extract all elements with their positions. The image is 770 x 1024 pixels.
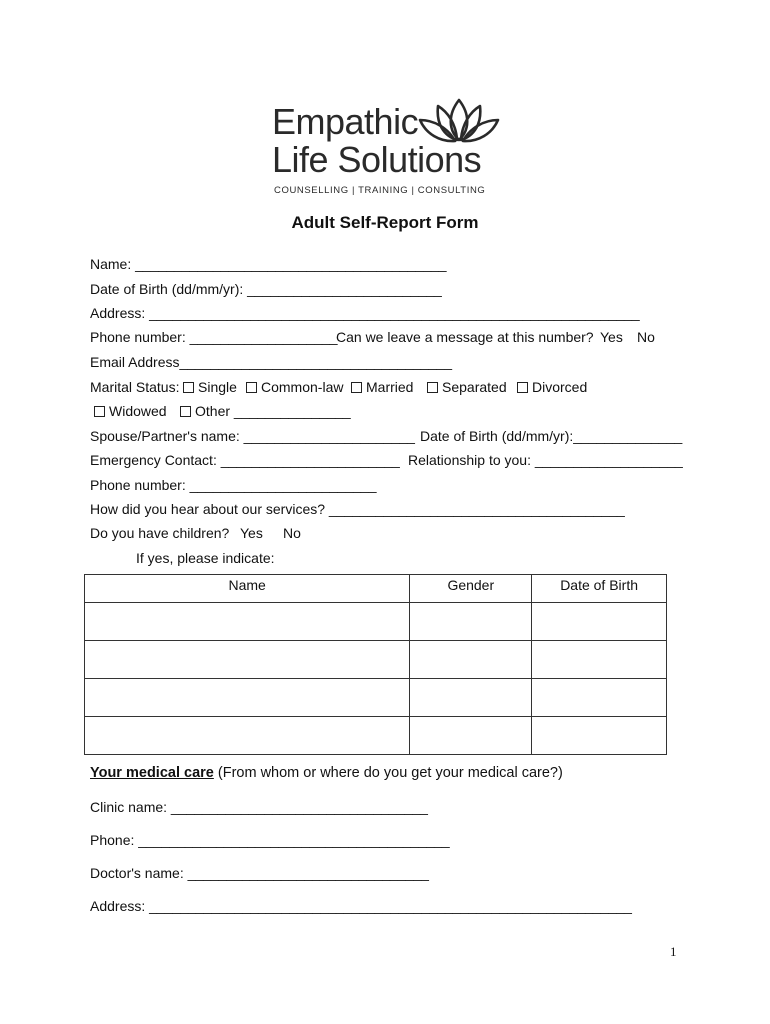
- medical-care-note: (From whom or where do you get your medical care?): [213, 765, 563, 781]
- doctor-name-field[interactable]: Doctor's name: _______________________________: [90, 865, 429, 881]
- checkbox-icon[interactable]: [517, 382, 528, 393]
- clinic-phone-field[interactable]: Phone: ________________________________________: [90, 832, 450, 848]
- children-table: [84, 574, 667, 755]
- children-yes-option[interactable]: Yes: [240, 525, 263, 541]
- table-row: [85, 641, 667, 679]
- marital-single-option[interactable]: Single: [183, 378, 237, 396]
- marital-widowed-option[interactable]: Widowed: [94, 402, 167, 420]
- logo-line-1: Empathic: [272, 101, 419, 142]
- marital-separated-option[interactable]: Separated: [427, 378, 507, 396]
- child-gender-cell[interactable]: [410, 679, 532, 717]
- logo-line-2: Life Solutions: [272, 139, 482, 180]
- medical-care-heading: [90, 765, 563, 781]
- child-gender-cell[interactable]: [410, 717, 532, 755]
- column-header-dob: Date of Birth: [532, 575, 667, 603]
- marital-common-law-option[interactable]: Common-law: [246, 378, 343, 396]
- emergency-contact-field[interactable]: Emergency Contact: _______________________: [90, 452, 400, 468]
- referral-source-field[interactable]: How did you hear about our services? ______________________________________: [90, 501, 625, 517]
- table-header-row: [85, 575, 667, 603]
- marital-divorced-option[interactable]: Divorced: [517, 378, 587, 396]
- marital-status-label: Marital Status:: [90, 379, 180, 395]
- emergency-phone-field[interactable]: Phone number: ________________________: [90, 477, 377, 493]
- child-dob-cell[interactable]: [532, 717, 667, 755]
- child-gender-cell[interactable]: [410, 603, 532, 641]
- table-row: [85, 717, 667, 755]
- address-field[interactable]: Address: _______________________________________________________________: [90, 305, 640, 321]
- child-name-cell[interactable]: [85, 603, 410, 641]
- company-logo: [268, 96, 508, 200]
- table-row: [85, 603, 667, 641]
- checkbox-icon[interactable]: [246, 382, 257, 393]
- child-dob-cell[interactable]: [532, 679, 667, 717]
- child-name-cell[interactable]: [85, 641, 410, 679]
- relationship-field[interactable]: Relationship to you: ___________________: [408, 452, 683, 468]
- page-title: Adult Self-Report Form: [291, 213, 479, 232]
- phone-field[interactable]: Phone number: ___________________: [90, 329, 338, 345]
- checkbox-icon[interactable]: [180, 406, 191, 417]
- child-name-cell[interactable]: [85, 679, 410, 717]
- child-name-cell[interactable]: [85, 717, 410, 755]
- page-number: 1: [670, 944, 677, 959]
- email-field[interactable]: Email Address___________________________________: [90, 354, 452, 370]
- spouse-name-field[interactable]: Spouse/Partner's name: ______________________: [90, 428, 415, 444]
- child-gender-cell[interactable]: [410, 641, 532, 679]
- lotus-icon: [418, 96, 500, 146]
- dob-field[interactable]: Date of Birth (dd/mm/yr): _________________________: [90, 281, 442, 297]
- logo-tagline: COUNSELLING | TRAINING | CONSULTING: [274, 185, 486, 196]
- message-no-option[interactable]: No: [637, 329, 655, 345]
- marital-other-option[interactable]: Other _______________: [180, 402, 351, 420]
- clinic-address-field[interactable]: Address: ______________________________________________________________: [90, 898, 632, 914]
- children-no-option[interactable]: No: [283, 525, 301, 541]
- checkbox-icon[interactable]: [427, 382, 438, 393]
- spouse-dob-field[interactable]: Date of Birth (dd/mm/yr):______________: [420, 428, 683, 444]
- children-instruction: If yes, please indicate:: [136, 550, 275, 566]
- table-row: [85, 679, 667, 717]
- checkbox-icon[interactable]: [351, 382, 362, 393]
- marital-married-option[interactable]: Married: [351, 378, 413, 396]
- child-dob-cell[interactable]: [532, 603, 667, 641]
- medical-care-title: Your medical care: [90, 765, 214, 781]
- children-question: Do you have children?: [90, 525, 230, 541]
- column-header-gender: Gender: [410, 575, 532, 603]
- leave-message-label: Can we leave a message at this number?: [336, 329, 594, 345]
- message-yes-option[interactable]: Yes: [600, 329, 623, 345]
- clinic-name-field[interactable]: Clinic name: _________________________________: [90, 799, 428, 815]
- name-field[interactable]: Name: ________________________________________: [90, 256, 447, 272]
- checkbox-icon[interactable]: [94, 406, 105, 417]
- checkbox-icon[interactable]: [183, 382, 194, 393]
- child-dob-cell[interactable]: [532, 641, 667, 679]
- column-header-name: Name: [85, 575, 410, 603]
